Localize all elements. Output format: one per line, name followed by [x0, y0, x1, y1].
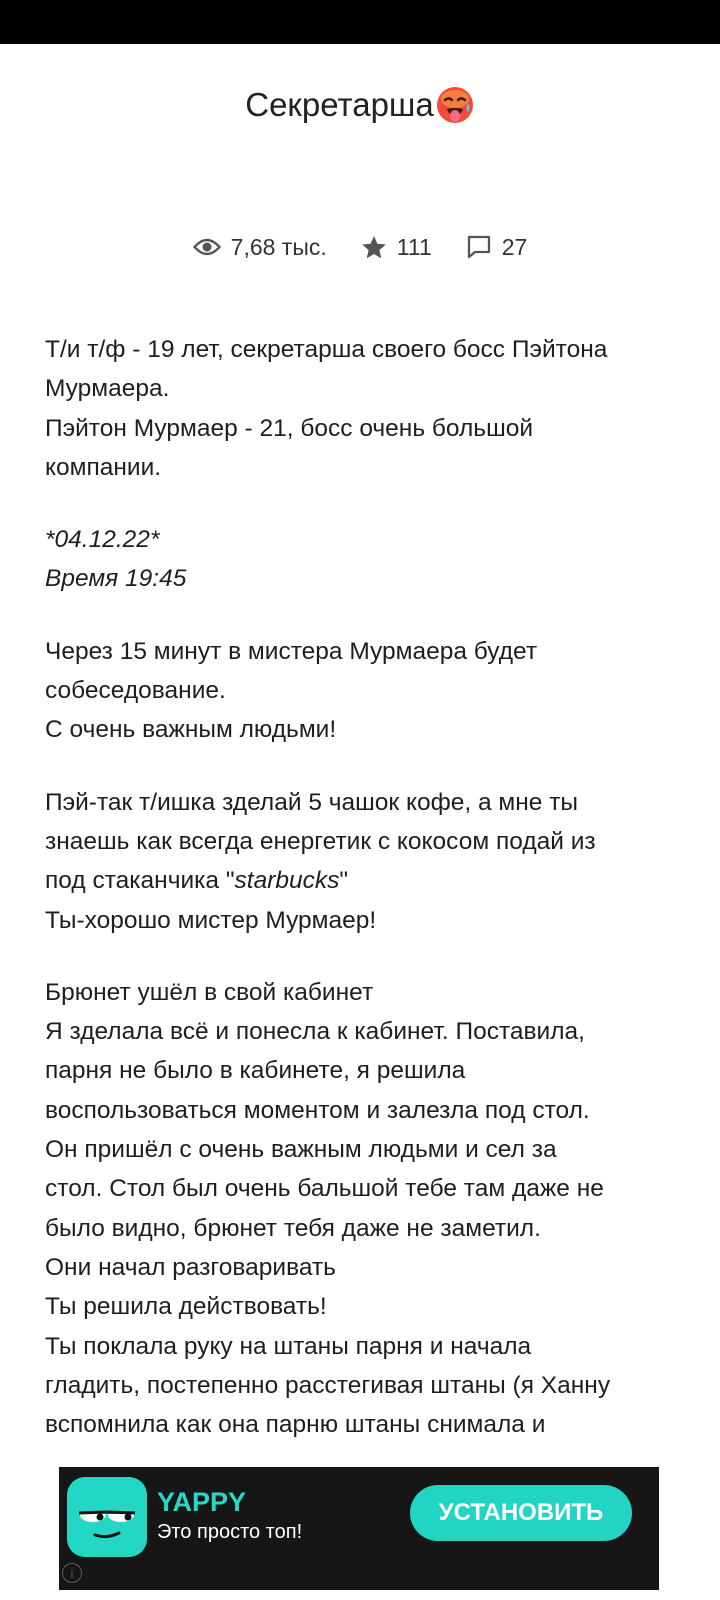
paragraph — [45, 632, 675, 750]
text-line: воспользоваться моментом и залезла под стол. — [45, 1096, 590, 1124]
views-count: 7,68 тыс. — [230, 233, 327, 260]
eye-icon — [193, 237, 221, 257]
install-button[interactable]: УСТАНОВИТЬ — [410, 1485, 632, 1541]
text-line: Пэйтон Мурмаер - 21, босс очень большой — [45, 414, 534, 442]
text-line: стол. Стол был очень бальшой тебе там даже не — [45, 1175, 604, 1203]
date-line: *04.12.22* — [45, 526, 160, 554]
paragraph — [45, 973, 675, 1445]
ad-banner[interactable] — [59, 1467, 659, 1590]
text-line: Ты решила действовать! — [45, 1293, 327, 1321]
text-line: Я зделала всё и понесла к кабинет. Поставила, — [45, 1018, 585, 1046]
paragraph — [45, 330, 675, 487]
starbucks-prefix: под стаканчика " — [45, 867, 235, 895]
status-bar — [0, 0, 720, 44]
starbucks-word: starbucks — [234, 867, 340, 895]
text-line: С очень важным людьми! — [45, 716, 337, 744]
text-line: Т/и т/ф - 19 лет, секретарша своего босс Пэйтона — [45, 336, 608, 363]
hot-face-emoji-icon — [435, 85, 475, 125]
paragraph — [45, 520, 675, 599]
text-line: Через 15 минут в мистера Мурмаера будет — [45, 637, 538, 665]
stars-count: 111 — [396, 233, 432, 260]
text-line: гладить, постепенно расстегивая штаны (я Ханну — [45, 1371, 611, 1399]
text-line: Он пришёл с очень важным людьми и сел за — [45, 1136, 557, 1164]
text-line: Ты-хорошо мистер Мурмаер! — [45, 906, 377, 934]
paragraph — [45, 783, 675, 940]
text-line: знаешь как всегда енергетик с кокосом подай из — [45, 827, 596, 855]
views-stat — [193, 234, 327, 261]
story-title: Секретарша — [245, 86, 434, 123]
ad-tagline: Это просто топ! — [157, 1521, 303, 1543]
text-line: было видно, брюнет тебя даже не заметил. — [45, 1214, 541, 1242]
text-line: собеседование. — [45, 677, 226, 705]
text-line: Брюнет ушёл в свой кабинет — [45, 978, 374, 1006]
starbucks-line — [45, 861, 675, 900]
text-line: Мурмаера. — [45, 375, 170, 403]
comments-stat — [466, 234, 528, 261]
text-line: вспомнила как она парню штаны снимала и — [45, 1411, 546, 1439]
text-line: парня не было в кабинете, я решила — [45, 1057, 466, 1085]
ad-info-icon[interactable]: i — [62, 1563, 82, 1583]
story-stats — [0, 224, 720, 270]
text-line: Они начал разговаривать — [45, 1253, 336, 1281]
story-content — [45, 330, 675, 1477]
yappy-face-icon — [67, 1477, 147, 1557]
story-header — [0, 80, 720, 130]
time-line: Время 19:45 — [45, 565, 187, 593]
stars-stat — [361, 234, 432, 261]
comments-count: 27 — [501, 233, 528, 260]
yappy-logo-icon — [67, 1477, 147, 1557]
comment-icon — [466, 234, 492, 260]
text-line: Пэй-так т/ишка зделай 5 чашок кофе, а мне ты — [45, 788, 579, 816]
starbucks-suffix: " — [339, 867, 349, 895]
text-line: компании. — [45, 453, 162, 481]
text-line: Ты поклала руку на штаны парня и начала — [45, 1332, 532, 1360]
star-icon — [361, 235, 387, 260]
ad-brand-name: YAPPY — [157, 1487, 247, 1517]
